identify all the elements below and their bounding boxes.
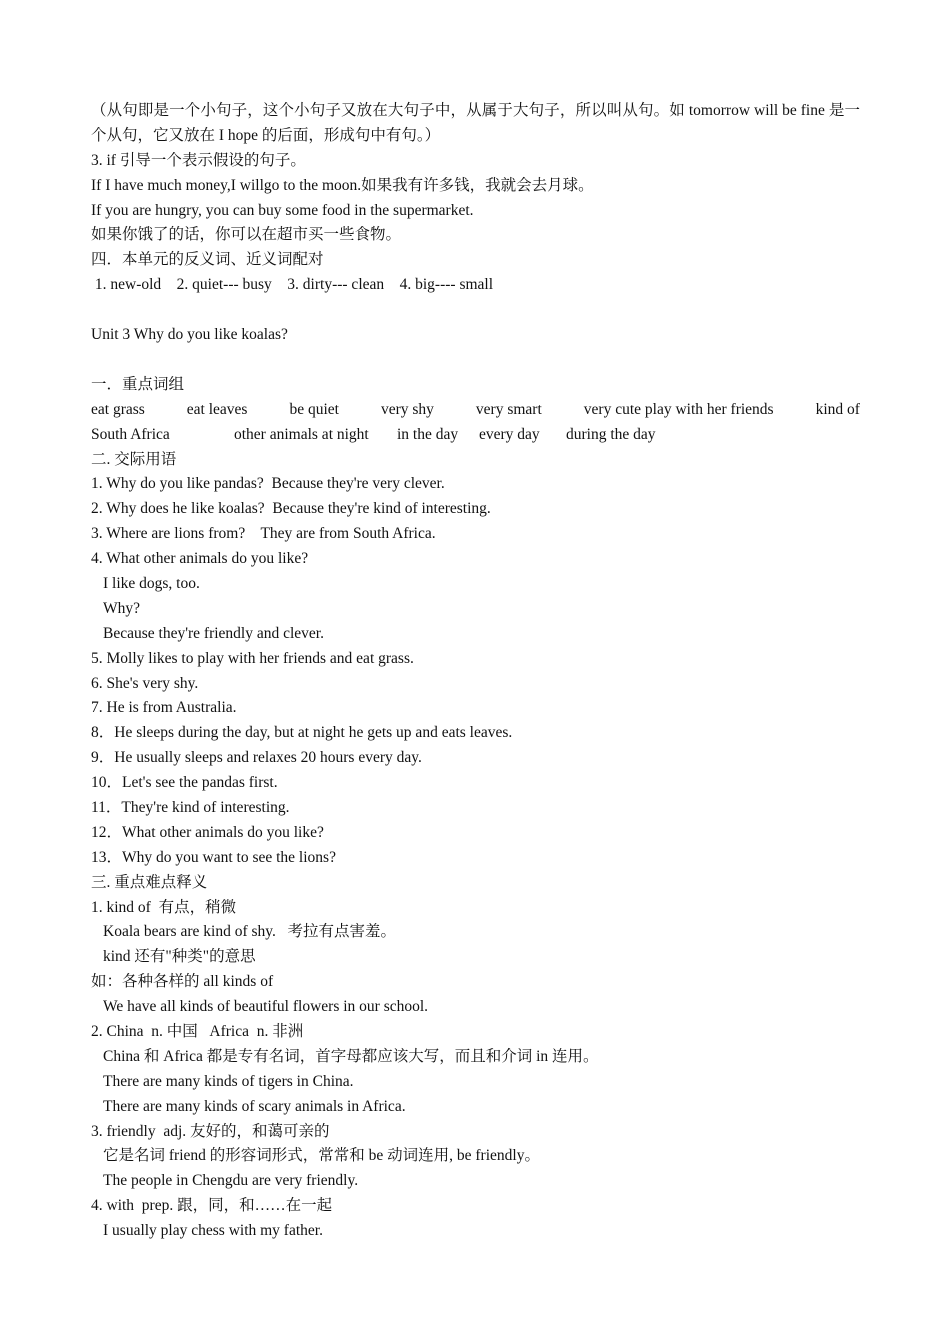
phrase: eat grass (91, 400, 145, 418)
phrase: very cute play with her friends (583, 400, 774, 418)
spacer (91, 348, 860, 373)
dialogue-line: 2. Why does he like koalas? Because they're kind of interesting. (91, 500, 491, 518)
note-example: The people in Chengdu are very friendly. (103, 1172, 359, 1190)
phrase: other animals at night (234, 425, 369, 443)
phrase: be quiet (289, 400, 339, 418)
phrase: every day (479, 425, 540, 443)
dialogue-line: 1. Why do you like pandas? Because they're very clever. (91, 475, 445, 493)
note-example: We have all kinds of beautiful flowers in our school. (103, 998, 429, 1016)
dialogue-line: 3. Where are lions from? They are from South Africa. (91, 525, 436, 543)
if-heading: 3. if 引导一个表示假设的句子。 (91, 151, 306, 169)
dialogue-line: 6. She's very shy. (91, 674, 199, 692)
note-title: 3. friendly adj. 友好的，和蔼可亲的 (91, 1122, 330, 1140)
phrase: South Africa (91, 425, 170, 443)
dialogue-line: 10．Let's see the pandas first. (91, 774, 278, 792)
dialogue-subline: Why? (103, 599, 141, 617)
document-page (91, 99, 860, 1244)
dialogue-heading: 二. 交际用语 (91, 450, 177, 468)
phrase: very shy (380, 400, 434, 418)
dialogue-line: 7. He is from Australia. (91, 699, 237, 717)
note-text: kind 还有"种类"的意思 (103, 948, 256, 966)
dialogue-line: 4. What other animals do you like? (91, 550, 309, 568)
note-example: There are many kinds of scary animals in Africa. (103, 1097, 406, 1115)
phrase: very smart (475, 400, 542, 418)
dialogue-line: 11．They're kind of interesting. (91, 798, 290, 816)
phrase: during the day (566, 425, 656, 443)
note-text: China 和 Africa 都是专有名词，首字母都应该大写，而且和介词 in 连用。 (103, 1047, 599, 1065)
phrases-row-2 (91, 423, 860, 448)
note-text: 它是名词 friend 的形容词形式，常常和 be 动词连用, be friendly。 (103, 1147, 540, 1165)
dialogue-line: 8．He sleeps during the day, but at night he gets up and eats leaves. (91, 724, 513, 742)
if-example-2: If you are hungry, you can buy some food in the supermarket. (91, 201, 474, 219)
if-example-1: If I have much money,I willgo to the moon.如果我有许多钱，我就会去月球。 (91, 176, 594, 194)
spacer (91, 298, 860, 323)
note-title: 2. China n. 中国 Africa n. 非洲 (91, 1022, 304, 1040)
phrases-row-1 (91, 398, 860, 423)
note-title: 4. with prep. 跟，同，和……在一起 (91, 1197, 333, 1215)
if-example-2-translation: 如果你饿了的话，你可以在超市买一些食物。 (91, 226, 402, 244)
phrase: eat leaves (186, 400, 248, 418)
note-example: Koala bears are kind of shy. 考拉有点害羞。 (103, 923, 397, 941)
note-title: 1. kind of 有点，稍微 (91, 898, 237, 916)
word-pairs-heading: 四．本单元的反义词、近义词配对 (91, 251, 324, 269)
note-example: There are many kinds of tigers in China. (103, 1072, 354, 1090)
phrases-heading: 一．重点词组 (91, 375, 185, 393)
dialogue-subline: Because they're friendly and clever. (103, 624, 324, 642)
dialogue-line: 5. Molly likes to play with her friends and eat grass. (91, 649, 414, 667)
note-text: 如：各种各样的 all kinds of (91, 973, 274, 991)
unit-title: Unit 3 Why do you like koalas? (91, 326, 288, 344)
word-pairs: 1. new-old 2. quiet--- busy 3. dirty--- clean 4. big---- small (91, 276, 494, 294)
dialogue-line: 13．Why do you want to see the lions? (91, 848, 336, 866)
dialogue-line: 12．What other animals do you like? (91, 823, 324, 841)
dialogue-subline: I like dogs, too. (103, 574, 200, 592)
phrase: kind of (815, 400, 860, 418)
notes-heading: 三. 重点难点释义 (91, 873, 208, 891)
clause-explanation: （从句即是一个小句子，这个小句子又放在大句子中，从属于大句子，所以叫从句。如 tomorrow will be fine 是一个从句，它又放在 I hope 的后面，形成句中有句。） (91, 102, 860, 144)
dialogue-line: 9．He usually sleeps and relaxes 20 hours every day. (91, 749, 422, 767)
note-example: I usually play chess with my father. (103, 1222, 323, 1240)
phrase: in the day (397, 425, 459, 443)
